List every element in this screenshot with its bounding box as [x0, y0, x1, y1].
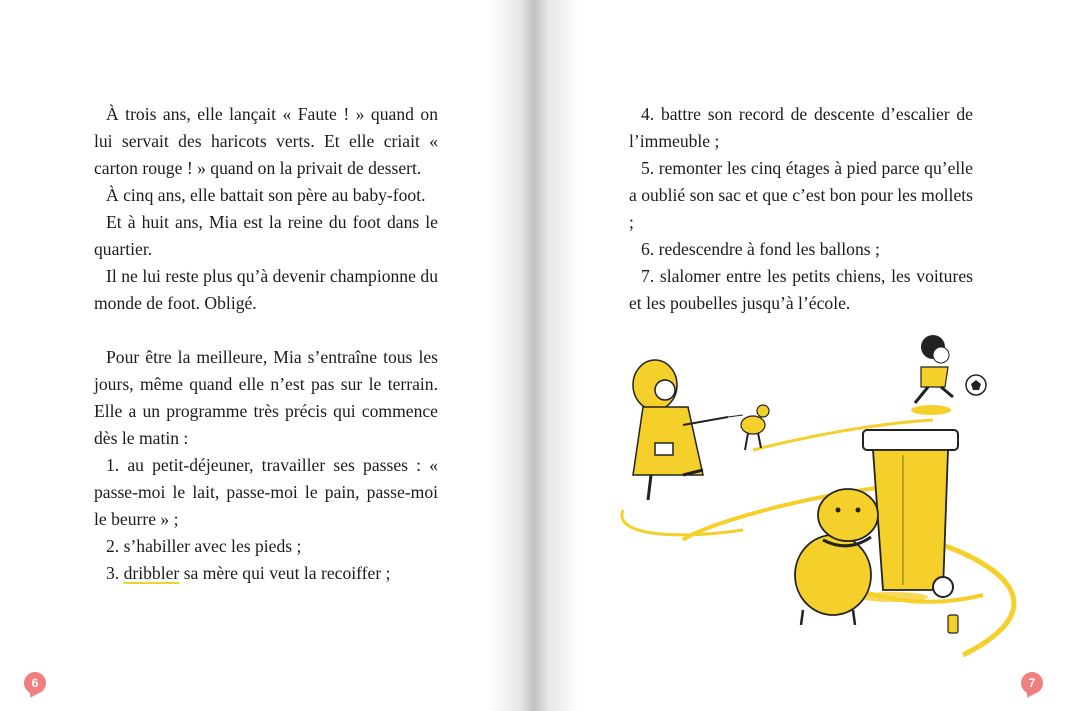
paragraph: À trois ans, elle lançait « Faute ! » quand on lui servait des haricots verts. Et elle criait « carton rouge ! » quand on la privait de dessert.	[94, 104, 438, 178]
list-item: 4. battre son record de descente d’escalier de l’immeuble ;	[629, 104, 973, 151]
right-page-text	[629, 101, 973, 317]
page-number-badge: 6	[24, 672, 46, 694]
small-dog	[728, 405, 769, 450]
list-item	[94, 560, 438, 587]
page-number-badge: 7	[1021, 672, 1043, 694]
right-page	[533, 0, 1067, 711]
list-item-prefix: 3.	[106, 563, 124, 583]
football-icon	[966, 375, 986, 395]
paragraph: Pour être la meilleure, Mia s’entraîne tous les jours, même quand elle n’est pas sur le terrain. Elle a un programme très précis qui commence dès le matin :	[94, 347, 438, 448]
girl-figure	[911, 335, 953, 415]
list-item-suffix: sa mère qui veut la recoiffer ;	[179, 563, 391, 583]
underlined-word: dribbler	[123, 563, 180, 583]
can-icon	[948, 615, 958, 633]
book-gutter	[488, 0, 580, 711]
list-item: 5. remonter les cinq étages à pied parce qu’elle a oublié son sac et que c’est bon pour les mollets ;	[629, 158, 973, 232]
bulldog	[795, 489, 878, 625]
list-item: 1. au petit-déjeuner, travailler ses passes : « passe-moi le lait, passe-moi le pain, passe-moi le beurre » ;	[94, 455, 438, 529]
illustration	[603, 325, 1063, 665]
paragraph: À cinq ans, elle battait son père au baby-foot.	[106, 185, 426, 205]
list-item: 6. redescendre à fond les ballons ;	[641, 239, 880, 259]
list-item: 7. slalomer entre les petits chiens, les voitures et les poubelles jusqu’à l’école.	[629, 266, 973, 313]
list-item: 2. s’habiller avec les pieds ;	[106, 536, 302, 556]
left-page-text	[94, 101, 438, 587]
paragraph: Il ne lui reste plus qu’à devenir championne du monde de foot. Obligé.	[94, 266, 438, 313]
paragraph: Et à huit ans, Mia est la reine du foot dans le quartier.	[94, 212, 438, 259]
left-page	[0, 0, 533, 711]
woman-figure	[633, 360, 728, 500]
